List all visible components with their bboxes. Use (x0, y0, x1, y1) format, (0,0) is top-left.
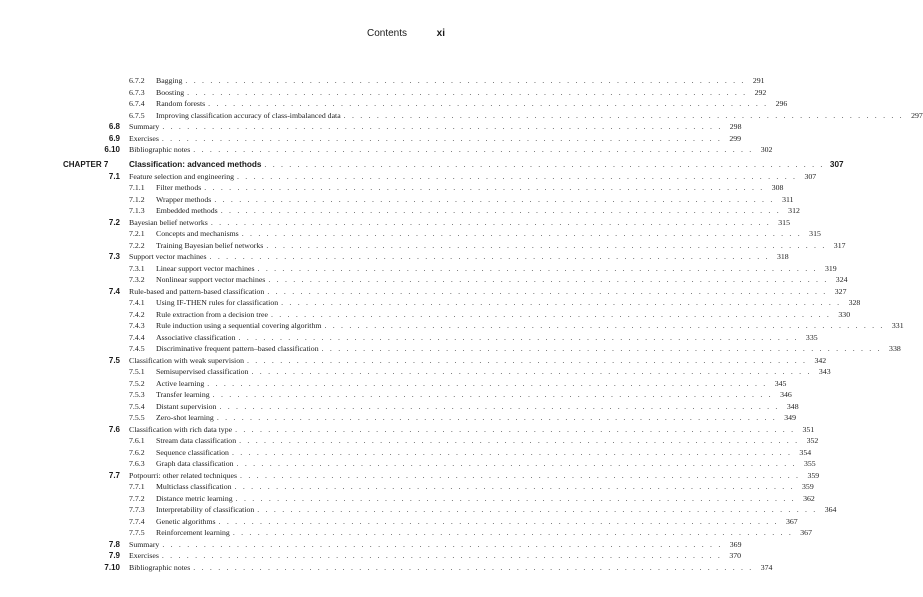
toc-entry-title[interactable]: Random forests (156, 98, 208, 110)
toc-entry-line (129, 550, 742, 562)
toc-entry-line (129, 121, 742, 133)
toc-entry-page: 346 (780, 390, 792, 399)
toc-subsection-entry[interactable] (0, 401, 799, 413)
toc-entry-page: 317 (833, 240, 846, 250)
toc-entry-page: 319 (824, 263, 837, 273)
toc-entry-number: 7.2.1 (129, 229, 145, 238)
toc-entry-title[interactable]: Classification with rich data type (129, 424, 235, 436)
toc-entry-page: 351 (802, 424, 815, 434)
page-number: xi (436, 28, 445, 39)
toc-entry-number: 7.1.2 (129, 194, 145, 204)
dot-leader: . . . . . . . . . . . . . . . . . . . . . . . . . . . . . . . . . . . . . . . . . . . . . . . . . . . . . . . . . . . . . . . . . . . . (268, 275, 829, 284)
dot-leader: . . . . . . . . . . . . . . . . . . . . . . . . . . . . . . . . . . . . . . . . . . . . . . . . . . . . . . . . . . . . . . . . . . . . (247, 355, 808, 365)
toc-section-entry[interactable] (0, 424, 815, 436)
dot-leader: . . . . . . . . . . . . . . . . . . . . . . . . . . . . . . . . . . . . . . . . . . . . . . . . . . . . . . . . . . . . . . . . . . . . (241, 229, 802, 238)
toc-entry-title[interactable]: Distant supervision (156, 401, 219, 413)
dot-leader: . . . . . . . . . . . . . . . . . . . . . . . . . . . . . . . . . . . . . . . . . . . . . . . . . . . . . . . . . . . . . . . . . . . . (187, 87, 748, 97)
toc-entry-line (129, 171, 817, 183)
toc-entry-page: 354 (799, 447, 812, 457)
toc-entry-number: 7.8 (108, 539, 120, 549)
toc-subsection-entry[interactable] (0, 389, 792, 401)
toc-subsection-entry[interactable] (0, 332, 818, 344)
toc-entry-line (156, 110, 923, 122)
toc-entry-title[interactable]: Rule extraction from a decision tree (156, 309, 271, 321)
toc-entry-line (156, 263, 837, 275)
toc-entry-number: 7.6.3 (129, 459, 145, 468)
toc-entry-page: 307 (804, 171, 817, 181)
toc-entry-line (156, 412, 796, 424)
toc-entry-title[interactable]: Classification with weak supervision (129, 355, 247, 367)
toc-entry-page: 331 (891, 321, 904, 330)
toc-entry-page: 369 (729, 539, 742, 549)
toc-entry-page: 292 (754, 87, 767, 97)
toc-entry-number: CHAPTER 7 (63, 159, 109, 169)
toc-entry-line (156, 378, 787, 390)
toc-entry-title[interactable]: Transfer learning (156, 389, 213, 401)
toc-subsection-entry[interactable] (0, 297, 861, 309)
toc-entry-number: 7.1 (108, 171, 120, 181)
toc-entry-page: 348 (786, 401, 799, 411)
toc-entry-title[interactable]: Bibliographic notes (129, 144, 193, 156)
toc-subsection-entry[interactable] (0, 516, 798, 528)
toc-entry-page: 299 (729, 133, 742, 143)
toc-entry-number: 6.7.3 (129, 87, 145, 97)
dot-leader: . . . . . . . . . . . . . . . . . . . . . . . . . . . . . . . . . . . . . . . . . . . . . . . . . . . . . . . . . . . . . . . . . . . . (207, 378, 768, 388)
toc-entry-number: 7.6.2 (129, 447, 145, 457)
toc-entry-page: 338 (889, 344, 901, 353)
toc-entry-title[interactable]: Associative classification (156, 332, 238, 344)
toc-entry-line (156, 297, 861, 309)
toc-entry-line (156, 98, 788, 110)
toc-entry-title[interactable]: Embedded methods (156, 205, 221, 217)
toc-entry-page: 335 (805, 332, 818, 342)
toc-subsection-entry[interactable] (0, 309, 851, 321)
toc-section-entry[interactable] (0, 539, 742, 551)
toc-subsection-entry[interactable] (0, 493, 815, 505)
toc-entry-number: 7.7.1 (129, 482, 145, 491)
toc-entry-page: 352 (806, 436, 819, 445)
toc-entry-title[interactable]: Using IF-THEN rules for classification (156, 297, 281, 309)
toc-section-entry[interactable] (0, 121, 742, 133)
toc-entry-title[interactable]: Nonlinear support vector machines (156, 274, 268, 286)
toc-section-entry[interactable] (0, 171, 817, 183)
toc-entry-line (156, 320, 904, 332)
dot-leader: . . . . . . . . . . . . . . . . . . . . . . . . . . . . . . . . . . . . . . . . . . . . . . . . . . . . . . . . . . . . . . . . . . . . (208, 99, 769, 108)
toc-entry-line (129, 424, 815, 436)
toc-entry-title[interactable]: Discriminative frequent pattern–based classification (156, 343, 322, 355)
toc-entry-page: 330 (838, 309, 851, 319)
toc-subsection-entry[interactable] (0, 447, 812, 459)
toc-entry-page: 297 (911, 110, 923, 120)
dot-leader: . . . . . . . . . . . . . . . . . . . . . . . . . . . . . . . . . . . . . . . . . . . . . . . . . . . . . . . . . . . . . . . . . . . . (204, 183, 765, 192)
toc-section-entry[interactable] (0, 251, 789, 263)
toc-entry-line (156, 401, 799, 413)
toc-section-entry[interactable] (0, 562, 773, 574)
toc-entry-number: 7.4.3 (129, 321, 145, 330)
toc-entry-number: 7.7.3 (129, 505, 145, 514)
toc-entry-number: 7.5.3 (129, 390, 145, 399)
toc-entry-title[interactable]: Semisupervised classification (156, 366, 251, 378)
toc-entry-title[interactable]: Potpourri: other related techniques (129, 470, 240, 482)
toc-section-entry[interactable] (0, 470, 820, 482)
toc-entry-line (156, 435, 819, 447)
toc-subsection-entry[interactable] (0, 228, 821, 240)
toc-entry-title[interactable]: Bibliographic notes (129, 562, 193, 574)
toc-entry-page: 345 (774, 378, 787, 388)
toc-subsection-entry[interactable] (0, 75, 765, 87)
dot-leader: . . . . . . . . . . . . . . . . . . . . . . . . . . . . . . . . . . . . . . . . . . . . . . . . . . . . . . . . . . . . . . . . . . . . (162, 539, 723, 549)
toc-subsection-entry[interactable] (0, 240, 846, 252)
toc-section-entry[interactable] (0, 550, 742, 562)
dot-leader: . . . . . . . . . . . . . . . . . . . . . . . . . . . . . . . . . . . . . . . . . . . . . . . . . . . . . . . . . . . . . . . . . . . . (193, 145, 754, 154)
dot-leader: . . . . . . . . . . . . . . . . . . . . . . . . . . . . . . . . . . . . . . . . . . . . . . . . . . . . . . . . . . . . . . . . . . . . (236, 459, 797, 468)
toc-entry-title[interactable]: Bagging (156, 75, 185, 87)
toc-entry-line (129, 133, 742, 145)
toc-entry-page: 315 (809, 229, 821, 238)
dot-leader: . . . . . . . . . . . . . . . . . . . . . . . . . . . . . . . . . . . . . . . . . . . . . . . . . . . . . . . . . . . . . . . . . . . . (235, 493, 796, 503)
dot-leader: . . . . . . . . . . . . . . . . . . . . . . . . . . . . . . . . . . . . . . . . . . . . . . . . . . . . . . . . . . . . . . . . . . . . (267, 286, 828, 296)
toc-entry-line (129, 144, 773, 156)
toc-subsection-entry[interactable] (0, 527, 812, 539)
toc-entry-title[interactable]: Support vector machines (129, 251, 210, 263)
toc-entry-title[interactable]: Linear support vector machines (156, 263, 258, 275)
toc-entry-line (156, 309, 851, 321)
toc-chapter-entry[interactable] (0, 158, 844, 171)
toc-subsection-entry[interactable] (0, 435, 819, 447)
toc-entry-number: 7.10 (104, 562, 120, 572)
toc-entry-number: 7.7.5 (129, 528, 145, 537)
toc-entry-number: 7.4.5 (129, 344, 145, 353)
toc-subsection-entry[interactable] (0, 98, 788, 110)
toc-entry-number: 6.7.2 (129, 76, 145, 85)
toc-entry-number: 7.9 (108, 551, 120, 560)
dot-leader: . . . . . . . . . . . . . . . . . . . . . . . . . . . . . . . . . . . . . . . . . . . . . . . . . . . . . . . . . . . . . . . . . . . . (185, 76, 746, 85)
toc-entry-page: 302 (760, 145, 773, 154)
dot-leader: . . . . . . . . . . . . . . . . . . . . . . . . . . . . . . . . . . . . . . . . . . . . . . . . . . . . . . . . . . . . . . . . . . . . (251, 367, 812, 376)
toc-entry-title[interactable]: Sequence classification (156, 447, 232, 459)
toc-subsection-entry[interactable] (0, 274, 848, 286)
toc-entry-page: 367 (800, 528, 812, 537)
dot-leader: . . . . . . . . . . . . . . . . . . . . . . . . . . . . . . . . . . . . . . . . . . . . . . . . . . . . . . . . . . . . . . . . . . . . (257, 505, 818, 514)
toc-section-entry[interactable] (0, 217, 790, 229)
dot-leader: . . . . . . . . . . . . . . . . . . . . . . . . . . . . . . . . . . . . . . . . . . . . . . . . . . . . . . . . . . . . . . . . . . . . (210, 217, 771, 227)
toc-entry-number: 7.7.2 (129, 493, 145, 503)
dot-leader: . . . . . . . . . . . . . . . . . . . . . . . . . . . . . . . . . . . . . . . . . . . . . . . . . . . . . . . . . . . . . . . . . . . . (238, 332, 799, 342)
toc-entry-number: 7.1.3 (129, 206, 145, 215)
toc-entry-page: 315 (778, 217, 790, 227)
toc-subsection-entry[interactable] (0, 205, 800, 217)
toc-subsection-entry[interactable] (0, 343, 901, 355)
dot-leader: . . . . . . . . . . . . . . . . . . . . . . . . . . . . . . . . . . . . . . . . . . . . . . . . . . . . . . . . . . . . . . . . . . . . (193, 562, 754, 572)
toc-entry-title[interactable]: Active learning (156, 378, 207, 390)
toc-entry-number: 7.4.4 (129, 332, 145, 342)
toc-entry-line (129, 286, 847, 298)
toc-entry-line (156, 75, 765, 87)
toc-entry-page: 291 (752, 76, 765, 85)
toc-entry-line (156, 240, 846, 252)
dot-leader: . . . . . . . . . . . . . . . . . . . . . . . . . . . . . . . . . . . . . . . . . . . . . . . . . . . . . . . . . . . . . . . . . . . . (220, 206, 781, 215)
toc-entry-number: 7.5.1 (129, 367, 145, 376)
toc-entry-number: 7.7.4 (129, 516, 145, 526)
toc-entry-number: 7.5.2 (129, 378, 145, 388)
toc-entry-page: 296 (775, 99, 788, 108)
dot-leader: . . . . . . . . . . . . . . . . . . . . . . . . . . . . . . . . . . . . . . . . . . . . . . . . . . . . . . . . . . . . . . . . . . . . (264, 159, 825, 169)
toc-entry-title[interactable]: Rule-based and pattern-based classification (129, 286, 267, 298)
toc-entry-page: 342 (814, 355, 827, 365)
dot-leader: . . . . . . . . . . . . . . . . . . . . . . . . . . . . . . . . . . . . . . . . . . . . . . . . . . . . . . . . . . . . . . . . . . . . (239, 436, 800, 445)
dot-leader: . . . . . . . . . . . . . . . . . . . . . . . . . . . . . . . . . . . . . . . . . . . . . . . . . . . . . . . . . . . . . . . . . . . . (161, 551, 723, 560)
toc-entry-number: 7.5.5 (129, 413, 145, 422)
toc-entry-page: 318 (776, 252, 789, 261)
toc-entry-number: 6.10 (104, 145, 120, 154)
toc-entry-number: 7.3.1 (129, 263, 145, 273)
dot-leader: . . . . . . . . . . . . . . . . . . . . . . . . . . . . . . . . . . . . . . . . . . . . . . . . . . . . . . . . . . . . . . . . . . . . (216, 413, 777, 422)
toc-entry-page: 362 (803, 493, 815, 503)
dot-leader: . . . . . . . . . . . . . . . . . . . . . . . . . . . . . . . . . . . . . . . . . . . . . . . . . . . . . . . . . . . . . . . . . . . . (281, 298, 842, 307)
page-header (0, 28, 500, 42)
toc-subsection-entry[interactable] (0, 378, 787, 390)
table-of-contents (0, 75, 923, 573)
toc-entry-line (129, 562, 773, 574)
toc-section-entry[interactable] (0, 133, 742, 145)
toc-entry-number: 6.8 (108, 122, 120, 131)
toc-entry-page: 328 (848, 298, 861, 307)
toc-entry-number: 7.6 (108, 424, 120, 434)
dot-leader: . . . . . . . . . . . . . . . . . . . . . . . . . . . . . . . . . . . . . . . . . . . . . . . . . . . . . . . . . . . . . . . . . . . . (235, 424, 796, 434)
toc-entry-page: 343 (818, 367, 831, 376)
toc-entry-page: 359 (802, 482, 814, 491)
toc-section-entry[interactable] (0, 286, 847, 298)
toc-section-entry[interactable] (0, 355, 827, 367)
toc-subsection-entry[interactable] (0, 458, 816, 470)
toc-entry-title[interactable]: Interpretability of classification (156, 504, 257, 516)
toc-entry-number: 6.7.5 (129, 110, 145, 120)
dot-leader: . . . . . . . . . . . . . . . . . . . . . . . . . . . . . . . . . . . . . . . . . . . . . . . . . . . . . . . . . . . . . . . . . . . . (266, 240, 827, 250)
toc-subsection-entry[interactable] (0, 481, 814, 493)
toc-entry-line (156, 527, 812, 539)
toc-entry-line (129, 251, 789, 263)
dot-leader: . . . . . . . . . . . . . . . . . . . . . . . . . . . . . . . . . . . . . . . . . . . . . . . . . . . . . . . . . . . . . . . . . . . . (234, 482, 795, 491)
running-header-title: Contents (366, 28, 407, 39)
toc-subsection-entry[interactable] (0, 87, 767, 99)
dot-leader: . . . . . . . . . . . . . . . . . . . . . . . . . . . . . . . . . . . . . . . . . . . . . . . . . . . . . . . . . . . . . . . . . . . . (232, 528, 793, 537)
toc-subsection-entry[interactable] (0, 504, 837, 516)
dot-leader: . . . . . . . . . . . . . . . . . . . . . . . . . . . . . . . . . . . . . . . . . . . . . . . . . . . . . . . . . . . . . . . . . . . . (218, 516, 779, 526)
toc-entry-line (156, 228, 821, 240)
toc-entry-line (129, 470, 820, 482)
toc-subsection-entry[interactable] (0, 110, 923, 122)
toc-entry-title[interactable]: Rule induction using a sequential covering algorithm (156, 320, 324, 332)
toc-entry-title[interactable]: Training Bayesian belief networks (156, 240, 266, 252)
toc-entry-title[interactable]: Stream data classification (156, 435, 239, 447)
dot-leader: . . . . . . . . . . . . . . . . . . . . . . . . . . . . . . . . . . . . . . . . . . . . . . . . . . . . . . . . . . . . . . . . . . . . (161, 133, 723, 143)
toc-entry-title[interactable]: Distance metric learning (156, 493, 236, 505)
toc-entry-title[interactable]: Zero-shot learning (156, 412, 217, 424)
toc-entry-number: 7.4.2 (129, 309, 145, 319)
toc-entry-title[interactable]: Multiclass classification (156, 481, 235, 493)
toc-entry-line (129, 217, 790, 229)
toc-entry-line (156, 87, 767, 99)
toc-entry-line (156, 493, 815, 505)
toc-entry-page: 312 (788, 206, 800, 215)
toc-entry-number: 7.5.4 (129, 401, 145, 411)
dot-leader: . . . . . . . . . . . . . . . . . . . . . . . . . . . . . . . . . . . . . . . . . . . . . . . . . . . . . . . . . . . . . . . . . . . . (321, 344, 882, 353)
toc-entry-title[interactable]: Classification: advanced methods (129, 158, 264, 171)
toc-entry-title[interactable]: Improving classification accuracy of class-imbalanced data (156, 110, 344, 122)
dot-leader: . . . . . . . . . . . . . . . . . . . . . . . . . . . . . . . . . . . . . . . . . . . . . . . . . . . . . . . . . . . . . . . . . . . . (324, 321, 885, 330)
toc-entry-page: 307 (829, 159, 844, 169)
toc-entry-page: 370 (729, 551, 742, 560)
toc-entry-page: 364 (824, 505, 837, 514)
toc-entry-line (156, 366, 831, 378)
dot-leader: . . . . . . . . . . . . . . . . . . . . . . . . . . . . . . . . . . . . . . . . . . . . . . . . . . . . . . . . . . . . . . . . . . . . (209, 252, 770, 261)
toc-entry-line (129, 158, 844, 171)
toc-entry-page: 324 (835, 275, 848, 284)
toc-entry-line (156, 274, 848, 286)
toc-entry-title[interactable]: Feature selection and engineering (129, 171, 237, 183)
toc-entry-title[interactable]: Filter methods (156, 182, 204, 194)
toc-subsection-entry[interactable] (0, 194, 794, 206)
toc-entry-number: 7.5 (108, 355, 120, 365)
toc-entry-line (156, 332, 818, 344)
toc-entry-number: 7.3.2 (129, 275, 145, 284)
toc-entry-title[interactable]: Genetic algorithms (156, 516, 219, 528)
dot-leader: . . . . . . . . . . . . . . . . . . . . . . . . . . . . . . . . . . . . . . . . . . . . . . . . . . . . . . . . . . . . . . . . . . . . (231, 447, 793, 457)
toc-entry-page: 367 (786, 516, 798, 526)
toc-entry-number: 7.3 (108, 252, 120, 261)
toc-entry-line (156, 504, 837, 516)
toc-entry-line (156, 205, 800, 217)
toc-entry-line (156, 481, 814, 493)
dot-leader: . . . . . . . . . . . . . . . . . . . . . . . . . . . . . . . . . . . . . . . . . . . . . . . . . . . . . . . . . . . . . . . . . . . . (343, 110, 904, 120)
toc-subsection-entry[interactable] (0, 263, 837, 275)
toc-entry-line (156, 194, 794, 206)
dot-leader: . . . . . . . . . . . . . . . . . . . . . . . . . . . . . . . . . . . . . . . . . . . . . . . . . . . . . . . . . . . . . . . . . . . . (162, 122, 723, 131)
dot-leader: . . . . . . . . . . . . . . . . . . . . . . . . . . . . . . . . . . . . . . . . . . . . . . . . . . . . . . . . . . . . . . . . . . . . (219, 401, 780, 411)
toc-entry-page: 374 (760, 562, 773, 572)
toc-entry-line (129, 539, 742, 551)
toc-entry-number: 7.6.1 (129, 436, 145, 445)
toc-entry-page: 308 (771, 183, 784, 192)
toc-entry-title[interactable]: Graph data classification (156, 458, 237, 470)
toc-entry-line (156, 182, 784, 194)
toc-entry-title[interactable]: Wrapper methods (156, 194, 214, 206)
toc-entry-line (156, 343, 901, 355)
toc-entry-page: 349 (784, 413, 796, 422)
dot-leader: . . . . . . . . . . . . . . . . . . . . . . . . . . . . . . . . . . . . . . . . . . . . . . . . . . . . . . . . . . . . . . . . . . . . (270, 309, 832, 319)
toc-entry-title[interactable]: Summary (129, 539, 162, 551)
toc-entry-title[interactable]: Exercises (129, 550, 162, 562)
dot-leader: . . . . . . . . . . . . . . . . . . . . . . . . . . . . . . . . . . . . . . . . . . . . . . . . . . . . . . . . . . . . . . . . . . . . (214, 194, 775, 204)
toc-entry-title[interactable]: Exercises (129, 133, 162, 145)
toc-entry-number: 6.9 (108, 133, 120, 143)
toc-entry-page: 311 (782, 194, 794, 204)
toc-subsection-entry[interactable] (0, 320, 904, 332)
toc-entry-number: 7.4.1 (129, 298, 145, 307)
toc-entry-title[interactable]: Summary (129, 121, 162, 133)
dot-leader: . . . . . . . . . . . . . . . . . . . . . . . . . . . . . . . . . . . . . . . . . . . . . . . . . . . . . . . . . . . . . . . . . . . . (240, 470, 801, 480)
toc-entry-number: 7.7 (108, 470, 120, 480)
toc-entry-title[interactable]: Bayesian belief networks (129, 217, 211, 229)
toc-entry-line (156, 458, 816, 470)
toc-entry-line (156, 389, 792, 401)
toc-entry-page: 298 (729, 122, 742, 131)
dot-leader: . . . . . . . . . . . . . . . . . . . . . . . . . . . . . . . . . . . . . . . . . . . . . . . . . . . . . . . . . . . . . . . . . . . . (212, 390, 773, 399)
toc-entry-page: 327 (834, 286, 847, 296)
toc-entry-line (156, 447, 812, 459)
toc-entry-number: 7.4 (108, 286, 120, 296)
toc-entry-line (156, 516, 798, 528)
toc-subsection-entry[interactable] (0, 182, 784, 194)
toc-entry-number: 7.2 (108, 217, 120, 227)
dot-leader: . . . . . . . . . . . . . . . . . . . . . . . . . . . . . . . . . . . . . . . . . . . . . . . . . . . . . . . . . . . . . . . . . . . . (257, 263, 818, 273)
toc-entry-title[interactable]: Reinforcement learning (156, 527, 233, 539)
toc-entry-line (129, 355, 827, 367)
toc-entry-title[interactable]: Concepts and mechanisms (156, 228, 242, 240)
dot-leader: . . . . . . . . . . . . . . . . . . . . . . . . . . . . . . . . . . . . . . . . . . . . . . . . . . . . . . . . . . . . . . . . . . . . (237, 171, 798, 181)
toc-section-entry[interactable] (0, 144, 773, 156)
toc-subsection-entry[interactable] (0, 366, 831, 378)
toc-entry-title[interactable]: Boosting (156, 87, 187, 99)
toc-entry-page: 359 (807, 470, 820, 480)
toc-entry-page: 355 (803, 459, 816, 468)
toc-entry-number: 7.1.1 (129, 183, 145, 192)
toc-entry-number: 7.2.2 (129, 240, 145, 250)
toc-subsection-entry[interactable] (0, 412, 796, 424)
toc-entry-number: 6.7.4 (129, 99, 145, 108)
